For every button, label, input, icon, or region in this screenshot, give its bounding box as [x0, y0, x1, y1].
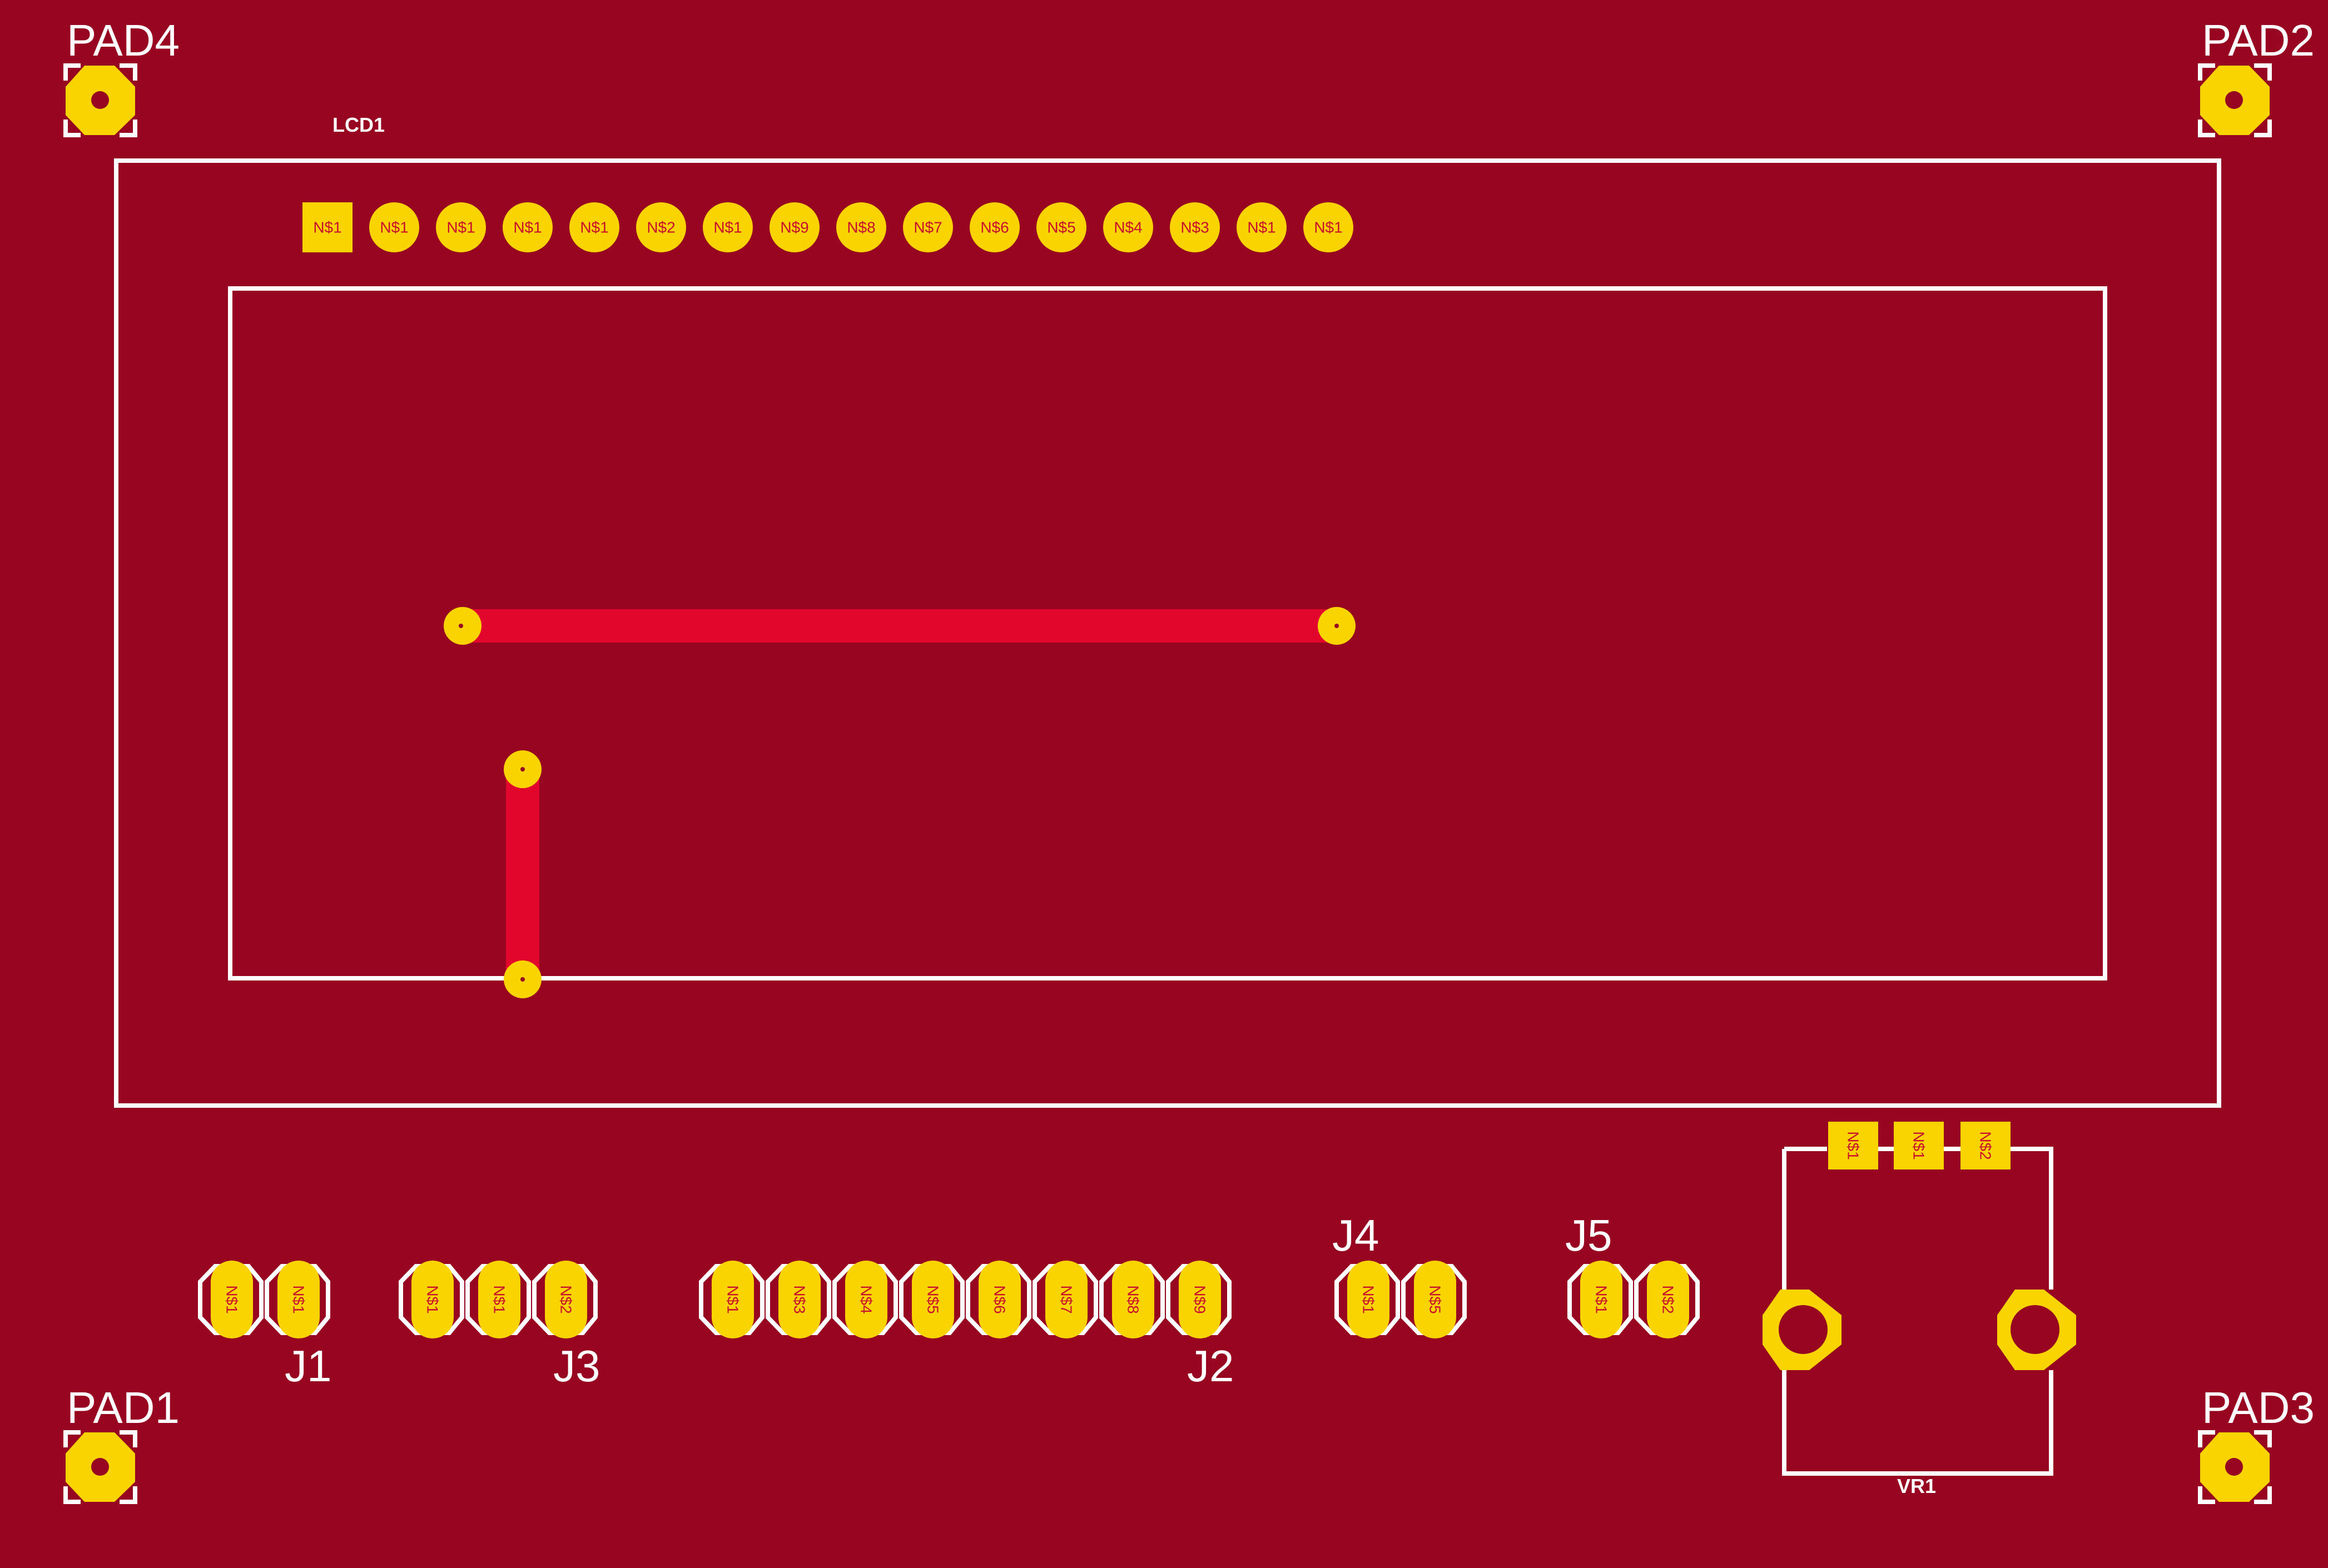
pad3-label: PAD3	[2202, 1383, 2315, 1432]
j3-label: J3	[553, 1341, 600, 1391]
mounting-pad-2[interactable]	[2200, 66, 2270, 135]
j2-pin-label: N$1	[724, 1285, 742, 1314]
lcd-pin-label: N$1	[580, 218, 609, 236]
j1-pin-label: N$1	[223, 1285, 241, 1314]
j2-pin-label: N$5	[924, 1285, 942, 1314]
mounting-pad-3[interactable]	[2200, 1432, 2270, 1502]
lcd-pin-label: N$9	[780, 218, 809, 236]
j2-pin-label: N$7	[1058, 1285, 1075, 1314]
j2-pin-label: N$4	[857, 1285, 875, 1314]
j5-pin-label: N$2	[1659, 1285, 1677, 1314]
j3-pin-label: N$1	[490, 1285, 508, 1314]
lcd-pin-label: N$3	[1180, 218, 1209, 236]
lcd-pin-label: N$7	[914, 218, 942, 236]
horizontal-trace	[463, 609, 1337, 643]
via[interactable]	[1318, 607, 1356, 645]
lcd-pin-label: N$1	[1247, 218, 1276, 236]
lcd-pin-label: N$5	[1047, 218, 1076, 236]
lcd-pin-label: N$8	[847, 218, 876, 236]
j4-label: J4	[1332, 1211, 1379, 1260]
lcd-pin-label: N$1	[446, 218, 475, 236]
vr1-pin-label: N$1	[1910, 1131, 1928, 1160]
vertical-trace	[506, 769, 539, 979]
j4-pin-label: N$5	[1426, 1285, 1444, 1314]
lcd-pin-label: N$1	[713, 218, 742, 236]
via[interactable]	[504, 960, 542, 998]
lcd1-label: LCD1	[332, 113, 385, 136]
lcd-pin-label: N$2	[647, 218, 676, 236]
pad4-label: PAD4	[67, 16, 180, 65]
lcd-pin-label: N$1	[1314, 218, 1343, 236]
mounting-pad-4[interactable]	[66, 66, 135, 135]
pad1-label: PAD1	[67, 1383, 180, 1432]
lcd-pin-label: N$1	[380, 218, 409, 236]
via[interactable]	[504, 750, 542, 788]
lcd-pin-label: N$6	[980, 218, 1009, 236]
vr1-label: VR1	[1897, 1475, 1937, 1497]
connector-j3	[401, 1261, 595, 1338]
j2-label: J2	[1187, 1341, 1234, 1391]
vr1-pin-label: N$2	[1977, 1131, 1994, 1160]
j4-pin-label: N$1	[1359, 1285, 1377, 1314]
lcd-pin-label: N$1	[313, 218, 342, 236]
j1-label: J1	[285, 1341, 332, 1391]
j5-pin-label: N$1	[1592, 1285, 1610, 1314]
j2-pin-label: N$9	[1191, 1285, 1209, 1314]
mounting-pad-1[interactable]	[66, 1432, 135, 1502]
j1-pin-label: N$1	[290, 1285, 307, 1314]
j2-pin-label: N$8	[1124, 1285, 1142, 1314]
j3-pin-label: N$2	[557, 1285, 575, 1314]
j5-label: J5	[1565, 1211, 1612, 1260]
lcd-pin-label: N$1	[513, 218, 542, 236]
j3-pin-label: N$1	[424, 1285, 441, 1314]
lcd-pin-label: N$4	[1114, 218, 1143, 236]
via[interactable]	[444, 607, 482, 645]
j2-pin-label: N$3	[791, 1285, 808, 1314]
vr1-pin-label: N$1	[1844, 1131, 1862, 1160]
j2-pin-label: N$6	[991, 1285, 1009, 1314]
pad2-label: PAD2	[2202, 16, 2315, 65]
